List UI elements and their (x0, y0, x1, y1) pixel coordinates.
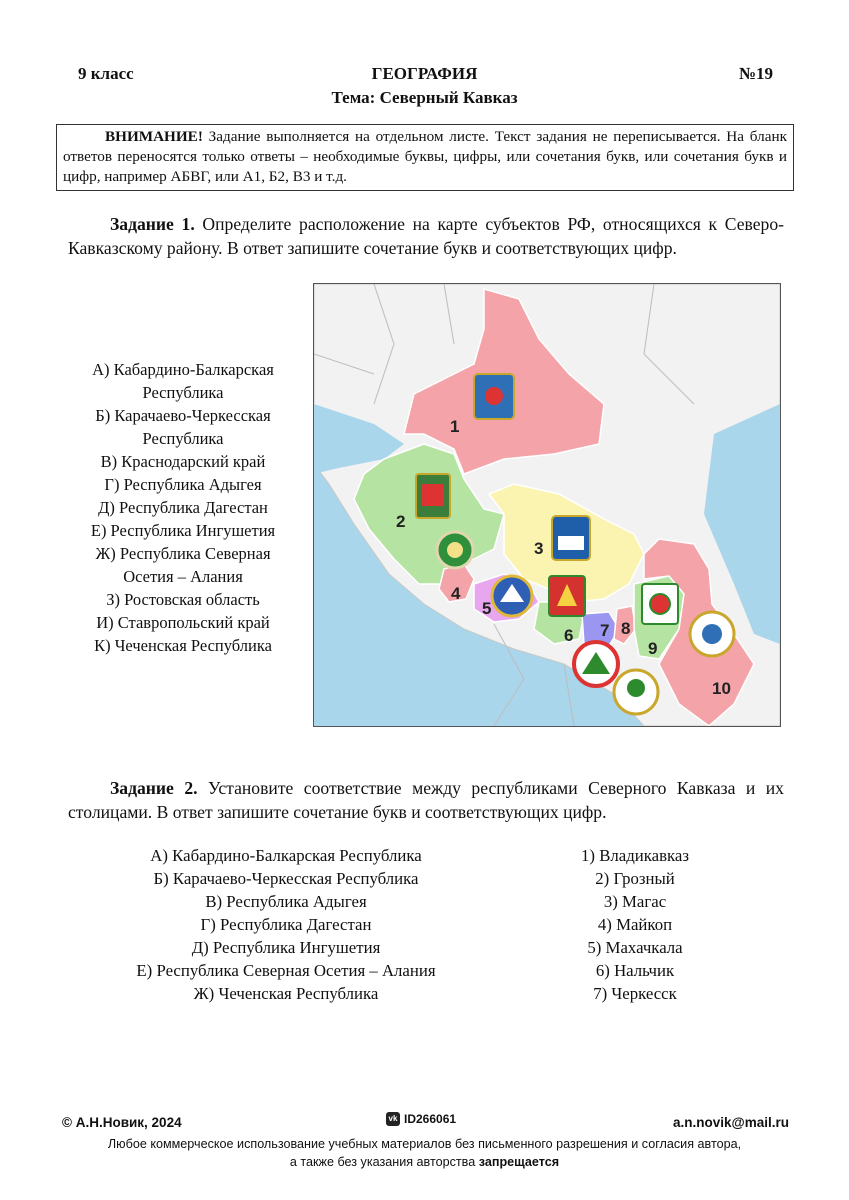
usage-notice-bold: запрещается (478, 1155, 560, 1169)
grade-label: 9 класс (78, 64, 134, 83)
map-label-7: 7 (600, 621, 610, 640)
coat-of-arms-chechnya-icon (642, 584, 678, 624)
map-label-1: 1 (450, 417, 460, 436)
coat-of-arms-adygea-icon (437, 532, 473, 568)
capitals-column (560, 844, 710, 1005)
coat-of-arms-north-ossetia-icon (574, 642, 618, 686)
coat-of-arms-krasnodar-icon (416, 474, 450, 518)
coat-of-arms-kbr-icon (549, 576, 585, 616)
list-item: И) Ставропольский край (96, 613, 270, 632)
task2-text (68, 776, 784, 824)
map-label-5: 5 (482, 599, 492, 618)
map-label-8: 8 (621, 619, 631, 638)
list-item: З) Ростовская область (106, 590, 260, 609)
notice-text: Задание выполняется на отдельном листе. Текст задания не переписывается. На бланк ответов переносятся только ответы – необходимые буквы, цифры, или сочетания букв, или сочетания букв и цифр, например АБВГ, или А1, Б2, В3 и т.д. (63, 128, 787, 185)
map-label-10: 10 (712, 679, 731, 698)
map-label-3: 3 (534, 539, 544, 558)
list-item: 5) Махачкала (587, 938, 683, 957)
vk-id (386, 1112, 456, 1126)
worksheet-number: №19 (738, 64, 773, 83)
coat-of-arms-stavropol-icon (552, 516, 590, 560)
list-item: Ж) Чеченская Республика (193, 984, 379, 1003)
task1-text (68, 212, 784, 260)
map-label-4: 4 (451, 584, 461, 603)
copyright: © А.Н.Новик, 2024 (62, 1115, 182, 1130)
task2-label: Задание 2. (110, 778, 198, 798)
list-item: Ж) Республика Северная (95, 544, 271, 563)
list-item: Е) Республика Северная Осетия – Алания (136, 961, 436, 980)
list-item: Д) Республика Дагестан (98, 498, 268, 517)
usage-notice-line2: а также без указания авторства (289, 1155, 479, 1169)
coat-of-arms-rostov-icon (474, 374, 514, 419)
list-item: В) Краснодарский край (100, 452, 266, 471)
list-item: Б) Карачаево-Черкесская Республика (153, 869, 419, 888)
list-item: 2) Грозный (595, 869, 675, 888)
list-item: А) Кабардино-Балкарская Республика (150, 846, 422, 865)
list-item: 3) Магас (603, 892, 667, 911)
task1-body: Определите расположение на карте субъектов РФ, относящихся к Северо-Кавказскому району. В ответ запишите сочетание букв и соответствующих цифр. (68, 214, 784, 258)
coat-of-arms-ingushetia-icon (614, 670, 658, 714)
attention-notice (56, 124, 794, 191)
list-item: Республика (142, 383, 224, 402)
topic-title: Тема: Северный Кавказ (331, 88, 518, 107)
list-item: Д) Республика Ингушетия (191, 938, 381, 957)
coat-of-arms-dagestan-icon (690, 612, 734, 656)
north-caucasus-map (313, 283, 781, 727)
usage-notice (0, 1135, 849, 1171)
map-label-2: 2 (396, 512, 406, 531)
map-label-9: 9 (648, 639, 658, 658)
list-item: В) Республика Адыгея (205, 892, 367, 911)
republics-column (96, 844, 476, 1005)
list-item: 4) Майкоп (597, 915, 673, 934)
list-item: 7) Черкесск (593, 984, 677, 1003)
coat-of-arms-kchr-icon (492, 576, 532, 616)
notice-bold: ВНИМАНИЕ! (105, 128, 203, 145)
subject-title: ГЕОГРАФИЯ (371, 64, 478, 83)
usage-notice-line1: Любое коммерческое использование учебных материалов без письменного разрешения и согласия автора, (107, 1137, 742, 1151)
list-item: Г) Республика Адыгея (104, 475, 262, 494)
list-item: 6) Нальчик (595, 961, 675, 980)
list-item: А) Кабардино-Балкарская (92, 360, 274, 379)
list-item: К) Чеченская Республика (94, 636, 272, 655)
task2-body: Установите соответствие между республиками Северного Кавказа и их столицами. В ответ запишите сочетание букв и соответствующих цифр. (68, 778, 784, 822)
author-email[interactable]: a.n.novik@mail.ru (673, 1115, 789, 1130)
task1-subject-list (60, 358, 306, 657)
vk-icon: vk (386, 1112, 400, 1126)
task1-label: Задание 1. (110, 214, 195, 234)
list-item: Б) Карачаево-Черкесская (95, 406, 271, 425)
list-item: Республика (142, 429, 224, 448)
list-item: Осетия – Алания (123, 567, 243, 586)
list-item: Е) Республика Ингушетия (90, 521, 276, 540)
list-item: 1) Владикавказ (581, 846, 689, 865)
vk-id-text: ID266061 (404, 1112, 457, 1126)
map-label-6: 6 (564, 626, 574, 645)
list-item: Г) Республика Дагестан (200, 915, 372, 934)
